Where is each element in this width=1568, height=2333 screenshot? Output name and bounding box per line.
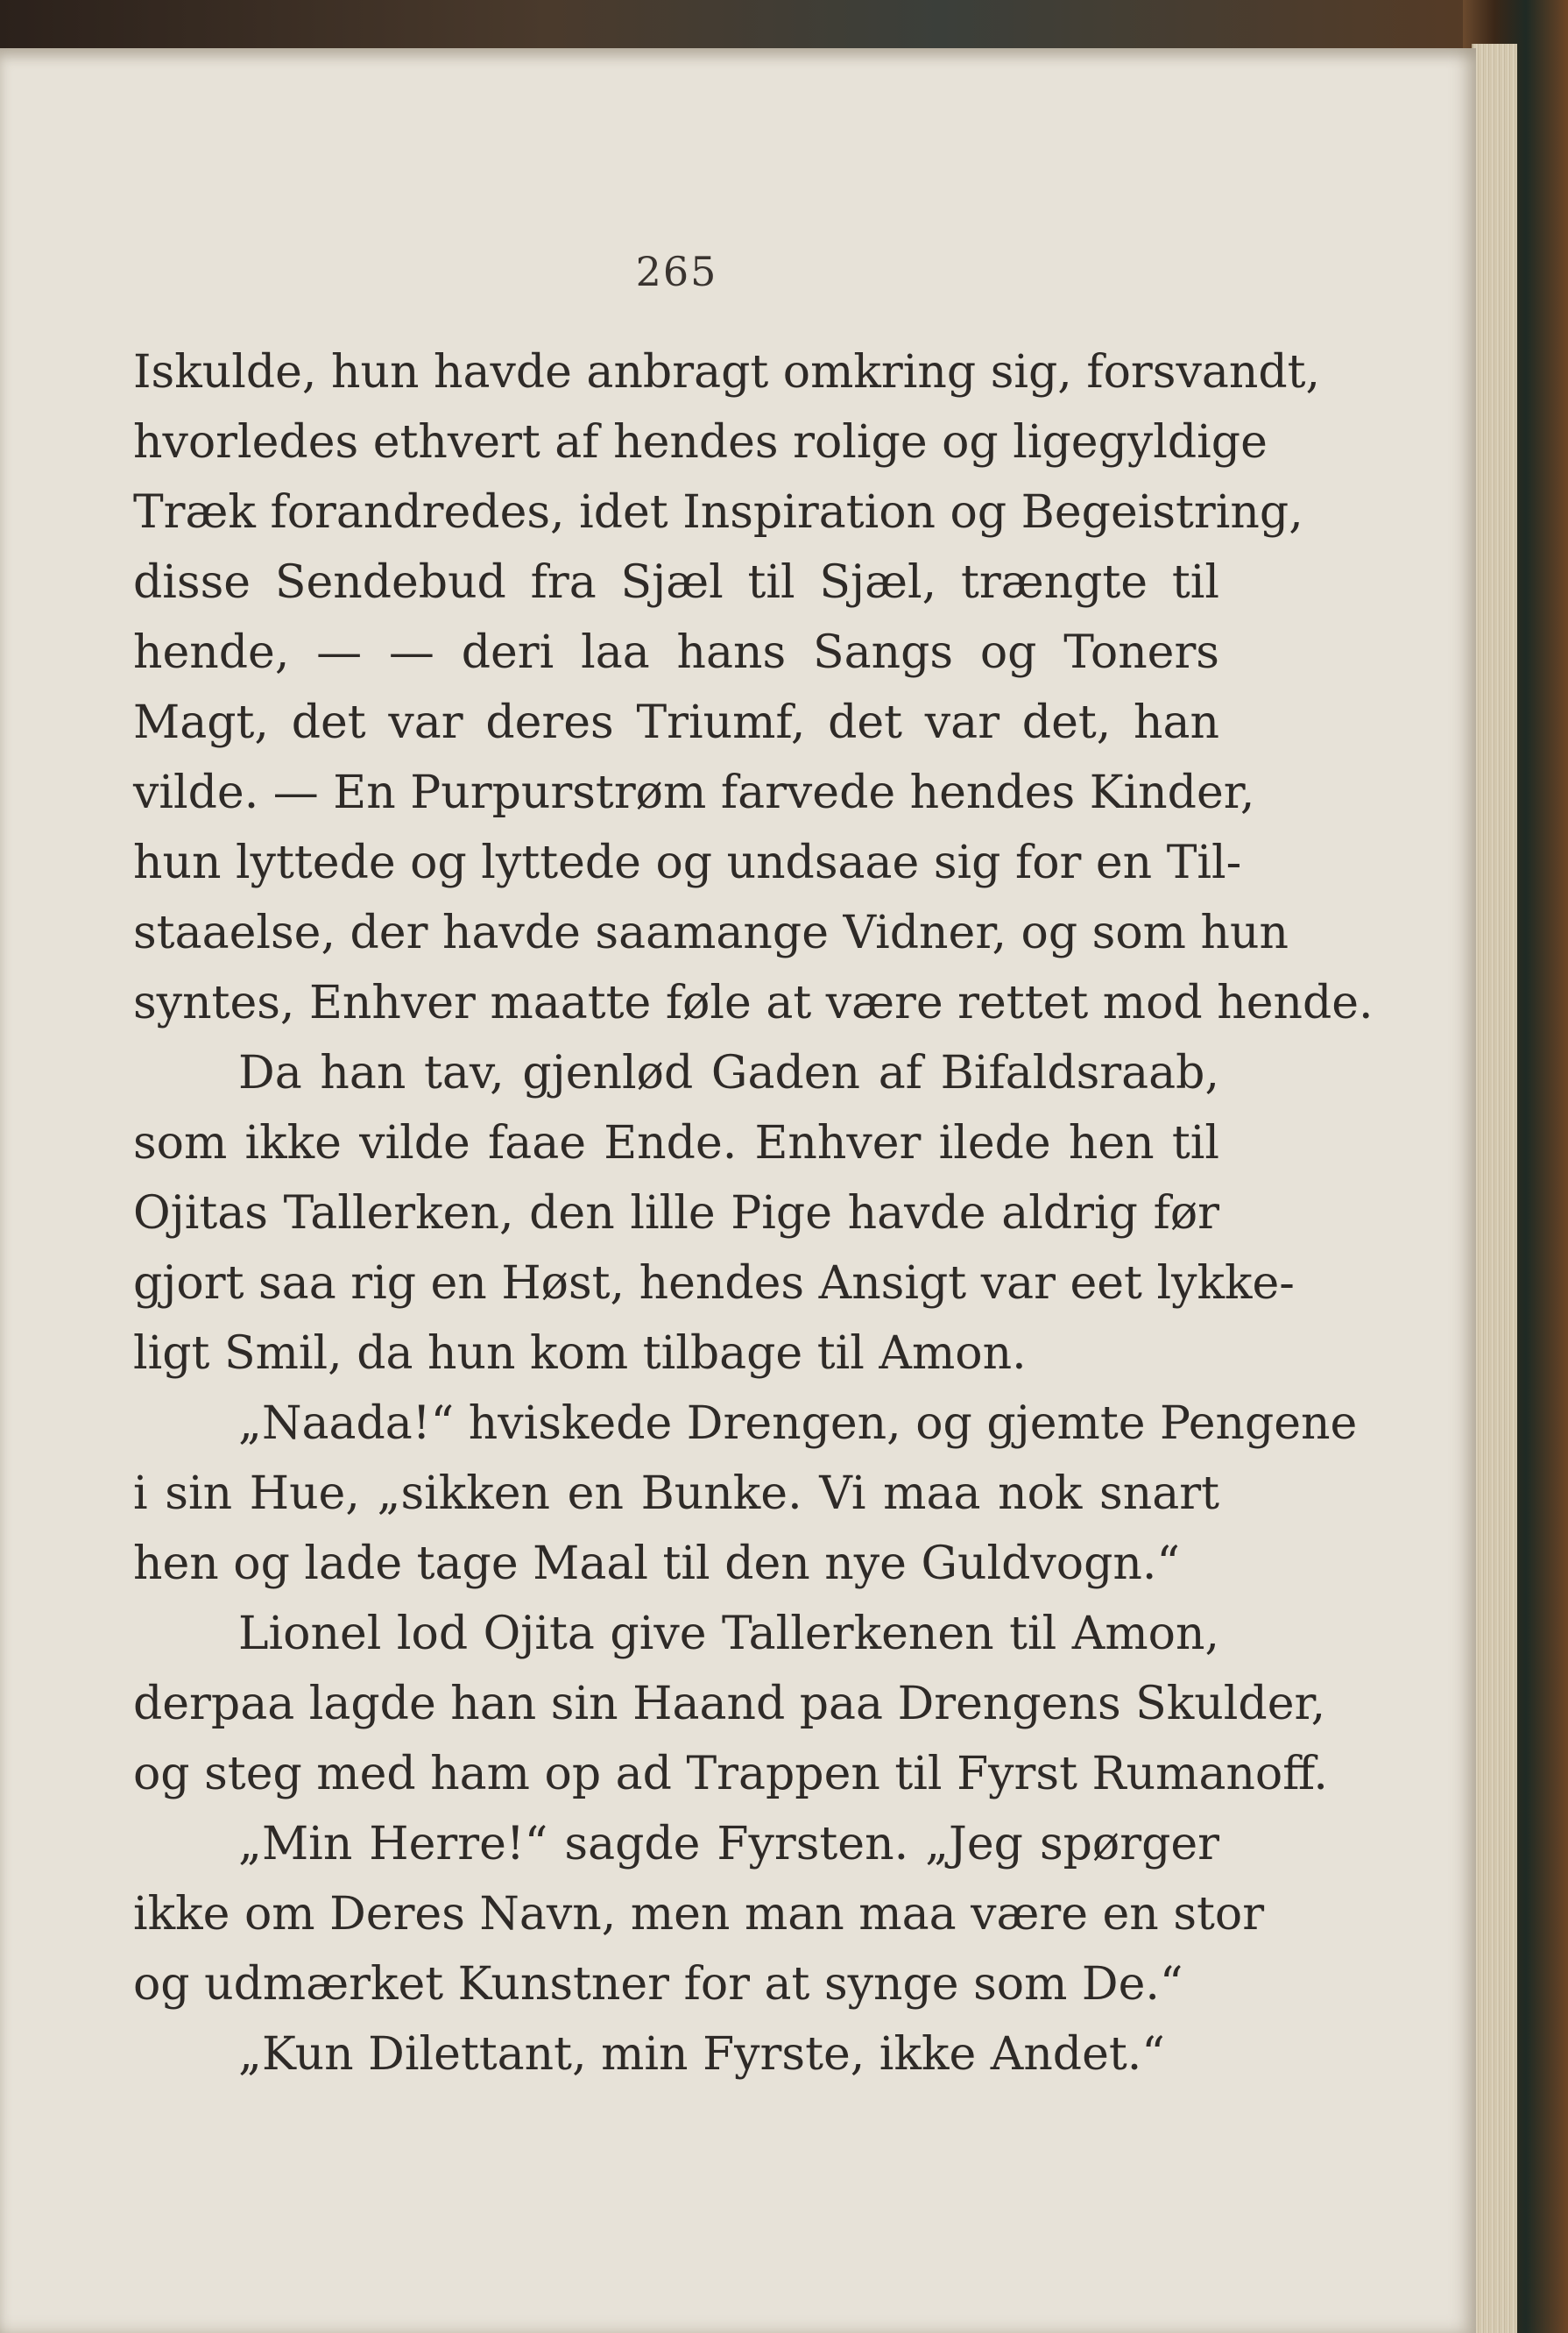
book-page <box>0 48 1476 2333</box>
text-line: „Kun Dilettant, min Fyrste, ikke Andet.“ <box>238 2028 1165 2081</box>
text-line: syntes, Enhver maatte føle at være rettet mod hende. <box>133 977 1374 1029</box>
book-top-edge <box>0 0 1568 53</box>
text-line: hvorledes ethvert af hendes rolige og ligegyldige <box>133 416 1268 469</box>
text-line: som ikke vilde faae Ende. Enhver ilede hen til <box>133 1117 1219 1170</box>
text-line: disse Sendebud fra Sjæl til Sjæl, trængte til <box>133 556 1219 609</box>
text-line: „Naada!“ hviskede Drengen, og gjemte Pengene <box>238 1397 1358 1450</box>
text-line: Lionel lod Ojita give Tallerkenen til Amon, <box>238 1608 1219 1660</box>
text-line: vilde. — En Purpurstrøm farvede hendes Kinder, <box>133 767 1255 819</box>
text-line: Magt, det var deres Triumf, det var det, han <box>133 696 1219 749</box>
text-line: ikke om Deres Navn, men man maa være en stor <box>133 1888 1265 1941</box>
text-line: hende, — — deri laa hans Sangs og Toners <box>133 626 1219 679</box>
text-line: Iskulde, hun havde anbragt omkring sig, forsvandt, <box>133 346 1321 399</box>
text-line: i sin Hue, „sikken en Bunke. Vi maa nok snart <box>133 1467 1219 1520</box>
text-line: gjort saa rig en Høst, hendes Ansigt var eet lykke- <box>133 1257 1295 1310</box>
text-line: og udmærket Kunstner for at synge som De.“ <box>133 1958 1183 2011</box>
text-line: og steg med ham op ad Trappen til Fyrst Rumanoff. <box>133 1748 1328 1800</box>
text-line: Da han tav, gjenlød Gaden af Bifaldsraab, <box>238 1047 1219 1099</box>
text-line: hen og lade tage Maal til den nye Guldvogn.“ <box>133 1538 1180 1590</box>
page-text <box>133 337 1374 2089</box>
text-line: Ojitas Tallerken, den lille Pige havde aldrig før <box>133 1187 1219 1240</box>
text-line: Træk forandredes, idet Inspiration og Begeistring, <box>133 486 1303 539</box>
text-line: staaelse, der havde saamange Vidner, og som hun <box>133 907 1289 959</box>
text-line: derpaa lagde han sin Haand paa Drengens Skulder, <box>133 1678 1326 1730</box>
page-block-edges <box>1472 44 1517 2333</box>
text-line: hun lyttede og lyttede og undsaae sig for en Til- <box>133 837 1242 889</box>
page-number: 265 <box>635 248 718 295</box>
text-line: „Min Herre!“ sagde Fyrsten. „Jeg spørger <box>238 1818 1219 1870</box>
text-line: ligt Smil, da hun kom tilbage til Amon. <box>133 1327 1027 1380</box>
